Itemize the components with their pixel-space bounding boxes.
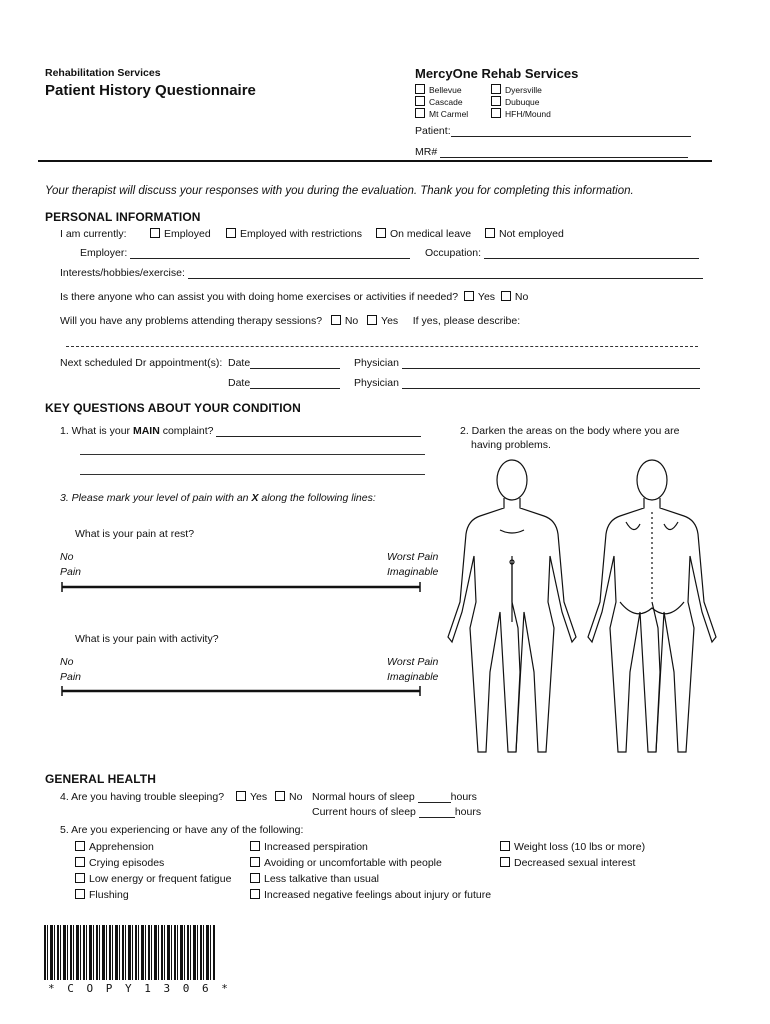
appointment-label: Next scheduled Dr appointment(s):: [60, 357, 223, 369]
sleep-no-option[interactable]: No: [275, 791, 302, 803]
body-back-figure: [588, 460, 716, 752]
attend-yes-checkbox[interactable]: [367, 315, 377, 325]
checkbox[interactable]: [250, 857, 260, 867]
department-label: Rehabilitation Services: [45, 67, 161, 79]
symptom-perspiration[interactable]: Increased perspiration: [250, 841, 368, 853]
body-diagram[interactable]: [440, 452, 730, 772]
appointment-physician-1[interactable]: Physician: [354, 357, 700, 369]
attend-question: Will you have any problems attending therapy sessions? No Yes If yes, please describe:: [60, 315, 521, 327]
checkbox[interactable]: [415, 96, 425, 106]
symptom-weight-loss[interactable]: Weight loss (10 lbs or more): [500, 841, 645, 853]
attend-no-checkbox[interactable]: [331, 315, 341, 325]
pain-activity-scale[interactable]: [60, 684, 422, 698]
complaint-line-1[interactable]: [216, 425, 421, 437]
appointment-date-1[interactable]: Date: [228, 357, 340, 369]
barcode: [44, 925, 216, 980]
pain-rest-question: What is your pain at rest?: [75, 528, 195, 540]
checkbox[interactable]: [250, 873, 260, 883]
symptoms-question: 5. Are you experiencing or have any of the following:: [60, 824, 304, 836]
patient-field[interactable]: Patient:: [415, 125, 691, 137]
pain-activity-question: What is your pain with activity?: [75, 633, 219, 645]
assist-yes-checkbox[interactable]: [464, 291, 474, 301]
pain-scale-instruction: 3. Please mark your level of pain with an X along the following lines:: [60, 492, 376, 504]
activity-worst-pain-label: Worst Pain Imaginable: [387, 656, 439, 683]
org-name: MercyOne Rehab Services: [415, 66, 579, 81]
checkbox[interactable]: [250, 889, 260, 899]
rest-no-pain-label: No Pain: [60, 551, 82, 578]
form-title: Patient History Questionnaire: [45, 82, 256, 99]
body-diagram-instruction-2: having problems.: [471, 439, 551, 451]
checkbox[interactable]: [75, 873, 85, 883]
checkbox[interactable]: [485, 228, 495, 238]
key-questions-heading: KEY QUESTIONS ABOUT YOUR CONDITION: [45, 401, 301, 415]
body-diagram-instruction-1: 2. Darken the areas on the body where you are: [460, 425, 680, 437]
checkbox[interactable]: [415, 84, 425, 94]
location-dubuque[interactable]: Dubuque: [491, 96, 540, 107]
option-employed-restrictions[interactable]: Employed with restrictions: [226, 228, 362, 240]
symptom-flushing[interactable]: Flushing: [75, 889, 129, 901]
location-mt-carmel[interactable]: Mt Carmel: [415, 108, 468, 119]
symptom-avoiding-people[interactable]: Avoiding or uncomfortable with people: [250, 857, 442, 869]
barcode-text: * C O P Y 1 3 0 6 *: [48, 982, 231, 995]
checkbox[interactable]: [75, 841, 85, 851]
checkbox[interactable]: [250, 841, 260, 851]
current-sleep-field[interactable]: Current hours of sleep hours: [312, 806, 482, 818]
appointment-date-2[interactable]: Date: [228, 377, 340, 389]
symptom-apprehension[interactable]: Apprehension: [75, 841, 154, 853]
checkbox[interactable]: [150, 228, 160, 238]
currently-label: I am currently:: [60, 228, 127, 240]
checkbox[interactable]: [491, 108, 501, 118]
appointment-physician-2[interactable]: Physician: [354, 377, 700, 389]
header-divider: [38, 160, 712, 162]
location-cascade[interactable]: Cascade: [415, 96, 463, 107]
option-not-employed[interactable]: Not employed: [485, 228, 564, 240]
pain-rest-scale[interactable]: [60, 580, 422, 594]
location-dyersville[interactable]: Dyersville: [491, 84, 542, 95]
describe-line[interactable]: [66, 346, 698, 347]
checkbox[interactable]: [491, 84, 501, 94]
symptom-decreased-interest[interactable]: Decreased sexual interest: [500, 857, 635, 869]
symptom-negative-feelings[interactable]: Increased negative feelings about injury or future: [250, 889, 491, 901]
employer-field[interactable]: Employer:: [80, 247, 410, 259]
location-bellevue[interactable]: Bellevue: [415, 84, 462, 95]
assist-question: Is there anyone who can assist you with doing home exercises or activities if needed? Yes No: [60, 291, 529, 303]
checkbox[interactable]: [236, 791, 246, 801]
assist-no-checkbox[interactable]: [501, 291, 511, 301]
personal-info-heading: PERSONAL INFORMATION: [45, 210, 201, 224]
general-health-heading: GENERAL HEALTH: [45, 772, 156, 786]
sleep-yes-option[interactable]: Yes: [236, 791, 267, 803]
symptom-crying[interactable]: Crying episodes: [75, 857, 164, 869]
main-complaint-question: 1. What is your MAIN complaint?: [60, 425, 421, 437]
checkbox[interactable]: [75, 889, 85, 899]
checkbox[interactable]: [226, 228, 236, 238]
mr-number-field[interactable]: MR#: [415, 146, 688, 158]
intro-text: Your therapist will discuss your responses with you during the evaluation. Thank you for completing this information.: [45, 185, 634, 197]
checkbox[interactable]: [500, 841, 510, 851]
checkbox[interactable]: [376, 228, 386, 238]
interests-field[interactable]: Interests/hobbies/exercise:: [60, 267, 703, 279]
occupation-field[interactable]: Occupation:: [425, 247, 699, 259]
activity-no-pain-label: No Pain: [60, 656, 82, 683]
complaint-line-2[interactable]: [80, 454, 425, 455]
complaint-line-3[interactable]: [80, 474, 425, 475]
location-hfh-mound[interactable]: HFH/Mound: [491, 108, 551, 119]
checkbox[interactable]: [75, 857, 85, 867]
checkbox[interactable]: [415, 108, 425, 118]
symptom-less-talkative[interactable]: Less talkative than usual: [250, 873, 379, 885]
option-medical-leave[interactable]: On medical leave: [376, 228, 471, 240]
option-employed[interactable]: Employed: [150, 228, 211, 240]
rest-worst-pain-label: Worst Pain Imaginable: [387, 551, 439, 578]
normal-sleep-field[interactable]: Normal hours of sleep hours: [312, 791, 477, 803]
checkbox[interactable]: [500, 857, 510, 867]
body-front-figure: [448, 460, 576, 752]
sleep-question: 4. Are you having trouble sleeping?: [60, 791, 225, 803]
checkbox[interactable]: [275, 791, 285, 801]
checkbox[interactable]: [491, 96, 501, 106]
symptom-low-energy[interactable]: Low energy or frequent fatigue: [75, 873, 231, 885]
